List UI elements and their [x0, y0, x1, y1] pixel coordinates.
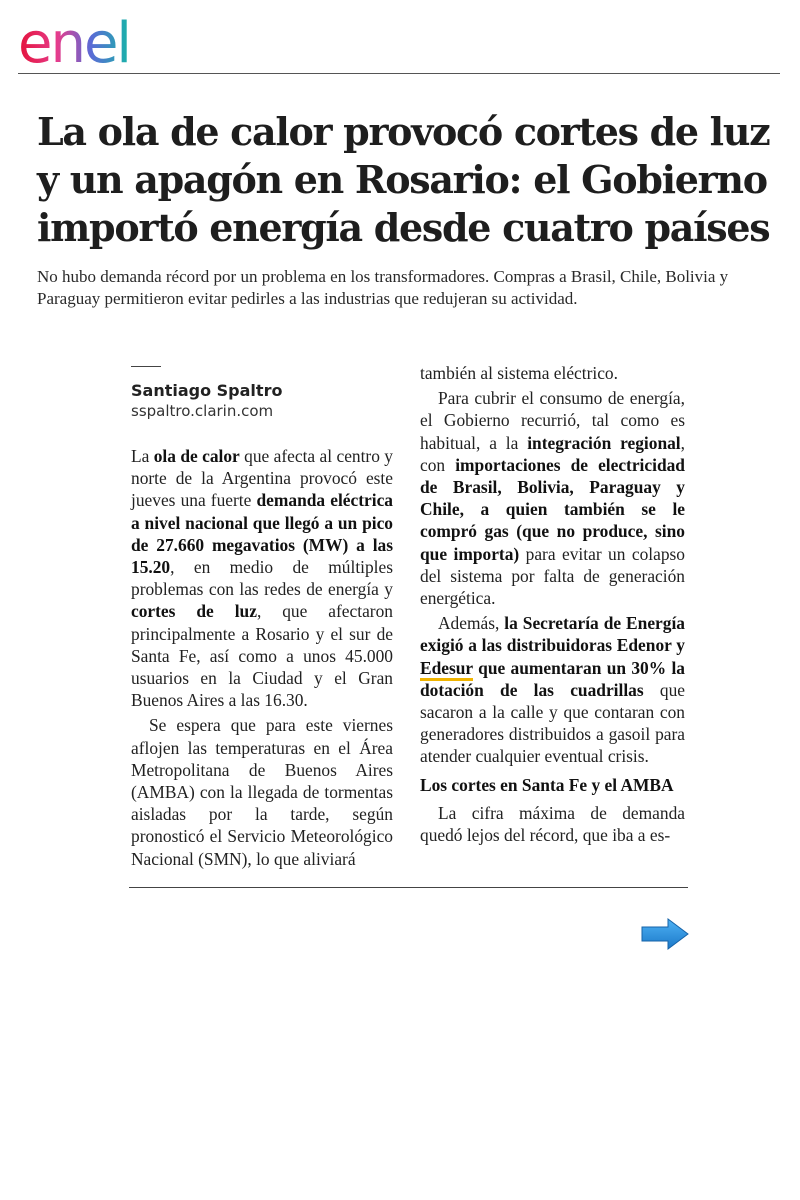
subheadline: No hubo demanda récord por un problema en los transformadores. Compras a Brasil, Chile, Bolivia y Paraguay permitieron evitar pedirles a las industrias que redujeran su actividad. [37, 267, 729, 308]
author-email: sspaltro.clarin.com [131, 402, 274, 420]
author-name: Santiago Spaltro [131, 381, 283, 400]
logo-text: enel [18, 11, 130, 68]
article-column-right [420, 362, 685, 846]
arrow-right-icon[interactable] [640, 917, 690, 951]
enel-logo [18, 8, 178, 68]
paragraph-2: Se espera que para este viernes aflojen las temperaturas en el Área Metropolitana de Buenos Aires (AMBA) con la llegada de tormentas aisladas por la tarde, según pronosticó el Servicio Meteorológico Nacional (SMN), lo que aliviará [131, 715, 393, 869]
byline-divider [131, 366, 161, 367]
paragraph-3: Para cubrir el consumo de energía, el Gobierno recurrió, tal como es habitual, a la integración regional, con importaciones de electricidad de Brasil, Bolivia, Paraguay y Chile, a quien también se le compró gas (que no produce, sino que importa) para evitar un colapso del sistema por falta de generación energética. [420, 388, 686, 609]
section-title: Los cortes en Santa Fe y el AMBA [420, 774, 674, 795]
article-column-left [131, 356, 393, 870]
paragraph-2-continued: también al sistema eléctrico. [420, 363, 618, 383]
highlighted-word: Edesur [420, 658, 473, 681]
article-bottom-divider [129, 887, 688, 888]
paragraph-4: Además, la Secretaría de Energía exigió a las distribuidoras Edenor y Edesur que aumentaran un 30% la dotación de las cuadrillas que sacaron a la calle y que contaran con generadores distribuidos a gasoil para atender cualquier eventual crisis. [420, 613, 685, 767]
paragraph-1: La ola de calor que afecta al centro y norte de la Argentina provocó este jueves una fuerte demanda eléctrica a nivel nacional que llegó a un pico de 27.660 megavatios (MW) a las 15.20, en medio de múltiples problemas con las redes de energía y cortes de luz, que afectaron principalmente a Rosario y el sur de Santa Fe, así como a unos 45.000 usuarios en la Ciudad y el Gran Buenos Aires a las 16.30. [131, 446, 393, 711]
headline: La ola de calor provocó cortes de luz y un apagón en Rosario: el Gobierno importó energía desde cuatro países [37, 109, 770, 250]
paragraph-5: La cifra máxima de demanda quedó lejos del récord, que iba a es- [420, 802, 685, 846]
header-divider [18, 73, 780, 74]
